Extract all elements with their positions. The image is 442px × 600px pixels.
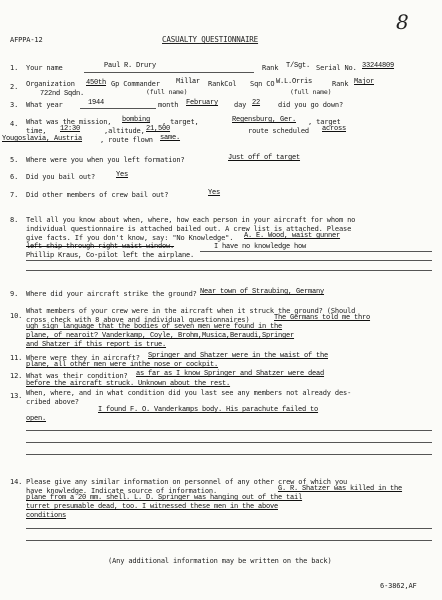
q13-line-2: cribed above? <box>26 398 79 406</box>
form-number: 6-3862,AF <box>380 582 417 590</box>
q4-route-scheduled-label: route scheduled <box>248 127 309 135</box>
q2-squadron: 722nd Sqdn. <box>40 90 85 98</box>
q3-year-line <box>80 108 156 109</box>
q14-answer-line-1 <box>26 528 432 529</box>
q14-answer-a: G. R. Shatzer was killed in the <box>278 485 403 493</box>
q8-answer-line-3 <box>26 270 432 271</box>
q14-line-1: Please give any similar information on personnel of any other crew of which you <box>26 478 348 486</box>
q14-answer-b: plane from a 20 mm. shell. L. D. Springer was hanging out of the tail <box>26 494 303 502</box>
q4-number: 4. <box>10 120 19 128</box>
q10-line-1: What members of your crew were in the aircraft when it struck the ground? (Should <box>26 307 356 315</box>
q3-year: 1944 <box>88 99 105 107</box>
q14-line-2: have knowledge. Indicate source of information. <box>26 487 218 495</box>
form-id: AFPPA-12 <box>10 36 43 44</box>
q3-day-label: day <box>234 101 247 109</box>
q14-answer-d: conditions <box>26 512 67 520</box>
q4-mission: bombing <box>122 116 151 124</box>
q1-serial: 33244809 <box>362 62 395 70</box>
q6-answer: Yes <box>116 171 129 179</box>
q8-answer-c: I have no knowledge how <box>214 243 307 251</box>
q4-route-tail: Yougoslavia, Austria <box>2 135 83 143</box>
q13-answer-line-3 <box>26 454 432 455</box>
q7-number: 7. <box>10 191 19 199</box>
q3-month: February <box>186 99 219 107</box>
q5-label: Where were you when you left formation? <box>26 156 185 164</box>
q1-name: Paul R. Drury <box>104 62 157 70</box>
q2-grp-rank-label: RankCol <box>208 80 237 88</box>
q8-number: 8. <box>10 216 19 224</box>
q2-full-name-hint: (full name) <box>146 88 188 96</box>
q2-grp-cmdr: Millar <box>176 78 201 86</box>
q2-sqn-co: W.L.Orris <box>276 78 313 86</box>
q9-answer: Near town of Straubing, Germany <box>200 288 325 296</box>
q2-label: Organization <box>26 80 75 88</box>
q2-org: 450th <box>86 79 107 87</box>
footer-note: (Any additional information may be written on the back) <box>108 557 332 565</box>
q4-target-label-2: , target <box>308 118 341 126</box>
page-mark: 8 <box>396 10 409 34</box>
q8-answer-a: A. E. Wood, waist gunner <box>244 232 341 240</box>
q2-sqn-rank-label: Rank <box>332 80 349 88</box>
q2-sqn-rank: Major <box>354 78 375 86</box>
q4-label: What was the mission, <box>26 118 112 126</box>
q7-answer: Yes <box>208 189 221 197</box>
q10-number: 10. <box>10 312 23 320</box>
q2-grp-label: Gp Commander <box>111 80 160 88</box>
q6-number: 6. <box>10 173 19 181</box>
q6-label: Did you bail out? <box>26 173 96 181</box>
q10-line-2: cross check with 8 above and individual questionnaires) <box>26 316 250 324</box>
q11-answer-a: Springer and Shatzer were in the waist of the <box>148 352 329 360</box>
q4-target: Regensburg, Ger. <box>232 116 297 124</box>
q4-route-flown: same. <box>160 134 181 142</box>
q8-answer-d: Phillip Kraus, Co-pilot left the airplane. <box>26 252 195 260</box>
q8-answer-line-2 <box>26 260 432 261</box>
q2-full-name-hint-2: (full name) <box>290 88 332 96</box>
q4-altitude-label: ,altitude, <box>104 127 145 135</box>
q3-month-label: month <box>158 101 179 109</box>
q3-label: What year <box>26 101 63 109</box>
q4-route-flown-label: , route flown <box>100 136 153 144</box>
q5-number: 5. <box>10 156 19 164</box>
q3-tail: did you go down? <box>278 101 344 109</box>
q13-number: 13. <box>10 392 23 400</box>
q12-label: What was their condition? <box>26 372 128 380</box>
q9-number: 9. <box>10 290 19 298</box>
q12-answer-b: before the aircraft struck. Unknown about the rest. <box>26 380 231 388</box>
q5-answer: Just off of target <box>228 154 301 162</box>
q14-number: 14. <box>10 478 23 486</box>
q11-label: Where were they in aircraft? <box>26 354 140 362</box>
q3-day: 22 <box>252 99 261 107</box>
q9-label: Where did your aircraft strike the ground? <box>26 290 197 298</box>
q7-label: Did other members of crew bail out? <box>26 191 169 199</box>
q10-answer-d: and Shatzer if this report is true. <box>26 341 167 349</box>
q10-answer-b: ugh sign language that the bodies of seven men were found in the <box>26 323 283 331</box>
q1-serial-label: Serial No. <box>316 64 357 72</box>
q4-time: 12:30 <box>60 125 81 133</box>
q1-rank-label: Rank <box>262 64 279 72</box>
q4-time-label: time, <box>26 127 47 135</box>
q4-altitude: 21,500 <box>146 125 171 133</box>
q1-name-line <box>84 72 254 73</box>
q13-answer-line-2 <box>26 442 432 443</box>
q13-answer-a: I found F. O. Vanderkamps body. His parachute failed to <box>98 406 319 414</box>
q1-label: Your name <box>26 64 63 72</box>
q12-number: 12. <box>10 372 23 380</box>
q8-answer-b: left ship through right waist window. <box>26 243 175 251</box>
q4-target-label: , target, <box>162 118 199 126</box>
q10-answer-c: plane, of nearoit? Vanderkamp, Coyle, Brohm,Musica,Beraudi,Springer <box>26 332 295 340</box>
q8-line-2: individual questionnaire is attached bailed out. A crew list is attached. Please <box>26 225 352 233</box>
q3-number: 3. <box>10 101 19 109</box>
q2-number: 2. <box>10 83 19 91</box>
q12-answer-a: as far as I know Springer and Shatzer were dead <box>136 370 325 378</box>
q11-answer-b: plane, all other men were inthe nose or cockpit. <box>26 361 219 369</box>
q1-rank: T/Sgt. <box>286 62 311 70</box>
q4-route-scheduled: across <box>322 125 347 133</box>
q2-sqn-label: Sqn CO <box>250 80 275 88</box>
q14-answer-line-2 <box>26 540 432 541</box>
q13-answer-b: open. <box>26 415 47 423</box>
q8-answer-line-1 <box>200 251 432 252</box>
q10-answer-a: The Germans told me thro <box>274 314 371 322</box>
q11-number: 11. <box>10 354 23 362</box>
form-title: CASUALTY QUESTIONNAIRE <box>162 35 259 44</box>
q13-line-1: When, where, and in what condition did you last see any members not already des- <box>26 389 352 397</box>
q13-answer-line-1 <box>26 430 432 431</box>
q1-number: 1. <box>10 64 19 72</box>
q14-answer-c: turret presumable dead, too. I witnessed these men in the above <box>26 503 279 511</box>
q8-line-1: Tell all you know about when, where, how each person in your aircraft for whom no <box>26 216 356 224</box>
q8-line-3: give facts. If you don't know, say: "No Knowledge". <box>26 234 234 242</box>
